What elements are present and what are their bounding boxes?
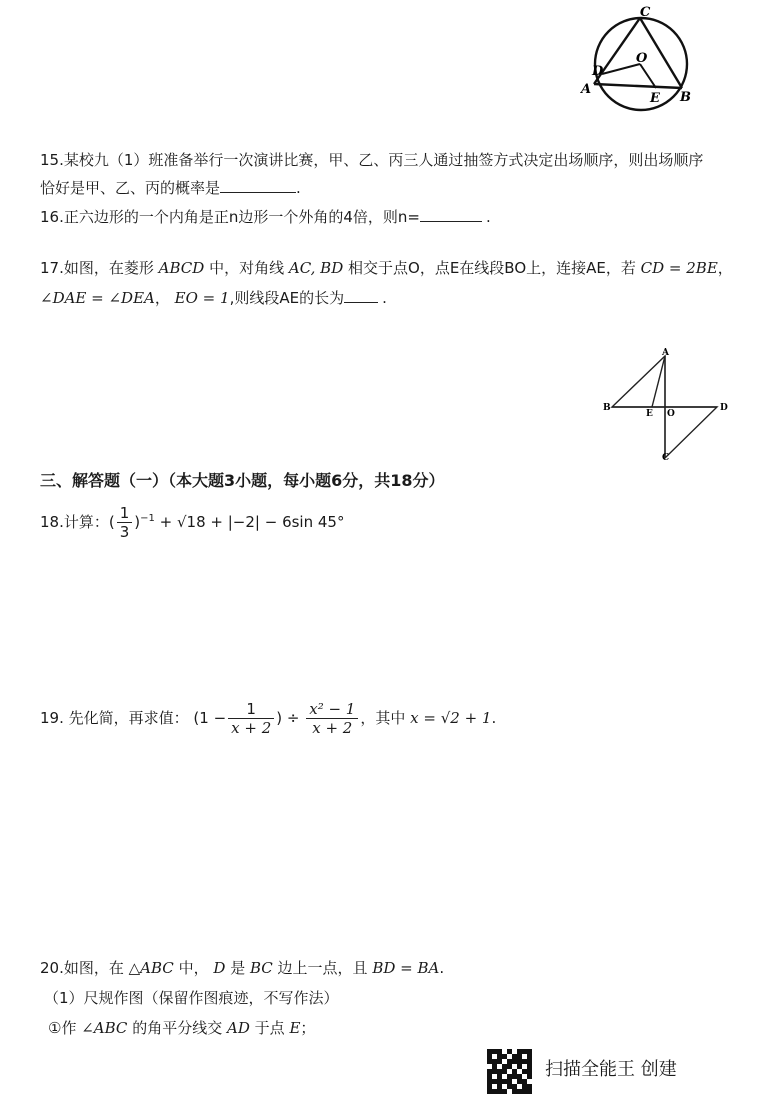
answer-blank-16[interactable]: [420, 207, 482, 222]
label-A: A: [662, 348, 669, 358]
q17-text-e: ，: [154, 289, 170, 307]
q20-step-a: ①作: [48, 1019, 77, 1037]
q19-text-where: ，其中: [360, 709, 406, 727]
q20-math-bc: BC: [249, 959, 273, 977]
question-20-line-2: （1）尺规作图（保留作图痕迹，不写作法）: [44, 989, 339, 1007]
q20-math-ad: AD: [227, 1019, 250, 1037]
q19-fraction-1: [228, 700, 274, 737]
section-3-title: 三、解答题（一）（本大题3小题，每小题6分，共18分）: [40, 471, 445, 490]
q20-text-c: 是: [230, 959, 246, 977]
q17-math-abcd: ABCD: [158, 259, 205, 277]
label-C: C: [662, 453, 670, 463]
q20-math-bd-ba: BD = BA: [372, 959, 440, 977]
q17-math-angles: ∠DAE = ∠DEA: [40, 289, 155, 307]
question-17-line-2: [40, 286, 387, 310]
q20-math-angle-abc: ∠ABC: [81, 1019, 128, 1037]
question-20-line-1: [40, 956, 444, 980]
q19-f1-numerator: 1: [228, 700, 274, 719]
question-18: 18.计算：( $\frac{1}{3}$ )$^{-1}$ + √18 + |−2| − 6sin 45°: [40, 504, 345, 541]
q17-math-eo: EO = 1: [174, 289, 230, 307]
q18-expression: + √18 + |−2| − 6sin 45°: [159, 513, 345, 531]
question-15-line-2: [40, 176, 301, 200]
question-15-period: .: [296, 179, 301, 197]
q17-math-cd-2be: CD = 2BE: [640, 259, 718, 277]
q19-f1-denominator: x + 2: [231, 719, 272, 737]
label-E: E: [650, 91, 660, 106]
q17-text-b: 中，对角线: [209, 259, 285, 277]
q19-condition: x = √2 + 1: [410, 709, 492, 727]
q17-text-d: ，: [717, 259, 733, 277]
label-B: B: [603, 403, 611, 413]
label-D: D: [592, 64, 604, 79]
q17-text-f: ,则线段AE的长为: [229, 289, 345, 307]
question-17-line-1: [40, 256, 733, 280]
q18-denominator: 3: [119, 523, 130, 541]
label-B: B: [680, 90, 691, 105]
q19-fraction-2: [306, 700, 358, 737]
q20-math-e: E: [289, 1019, 301, 1037]
q17-text-g: .: [382, 289, 387, 307]
qr-code-icon: [487, 1049, 532, 1094]
label-E: E: [646, 409, 653, 419]
rhombus-figure: [600, 346, 740, 468]
q18-exponent: −1: [140, 513, 155, 524]
question-20-line-3: [48, 1016, 315, 1040]
q20-text-a: 20.如图，在: [40, 959, 124, 977]
label-A: A: [581, 82, 592, 97]
q20-math-d: D: [213, 959, 226, 977]
q19-end: .: [491, 709, 497, 727]
question-16: [40, 205, 491, 229]
circle-figure: [576, 4, 706, 116]
q20-step-c: 于点: [254, 1019, 285, 1037]
q18-numerator: 1: [117, 504, 133, 523]
q18-fraction: [117, 504, 133, 541]
q18-prefix: 18.计算：: [40, 513, 109, 531]
q17-text-c: 相交于点O，点E在线段BO上，连接AE，若: [348, 259, 636, 277]
q20-text-d: 边上一点，且: [277, 959, 368, 977]
answer-blank-15[interactable]: [220, 178, 296, 193]
q20-text-e: .: [439, 959, 445, 977]
q20-step-b: 的角平分线交: [132, 1019, 223, 1037]
answer-blank-17[interactable]: [344, 288, 378, 303]
label-O: O: [636, 51, 648, 66]
question-15-line-1: 15.某校九（1）班准备举行一次演讲比赛，甲、乙、丙三人通过抽签方式决定出场顺序，则出场顺序: [40, 151, 704, 169]
q19-divide: ) ÷: [276, 709, 300, 727]
label-C: C: [640, 5, 651, 20]
question-16-text: 16.正六边形的一个内角是正n边形一个外角的4倍，则n=: [40, 208, 420, 226]
q19-prefix: 19. 先化简，再求值：: [40, 709, 189, 727]
q17-text-a: 17.如图，在菱形: [40, 259, 154, 277]
question-19: [40, 700, 496, 737]
q20-math-triangle: △ABC: [128, 959, 174, 977]
q20-step-d: ；: [300, 1019, 316, 1037]
label-O: O: [667, 409, 675, 419]
question-15-text: 恰好是甲、乙、丙的概率是: [40, 179, 221, 197]
q20-text-b: 中，: [178, 959, 209, 977]
q17-math-ac-bd: AC, BD: [288, 259, 344, 277]
question-16-period: .: [485, 208, 491, 226]
label-D: D: [720, 403, 728, 413]
q19-f2-denominator: x + 2: [312, 719, 353, 737]
watermark-text: 扫描全能王 创建: [545, 1059, 677, 1080]
q19-paren-open: (1 −: [193, 709, 227, 727]
q19-f2-numerator: x² − 1: [306, 700, 358, 719]
